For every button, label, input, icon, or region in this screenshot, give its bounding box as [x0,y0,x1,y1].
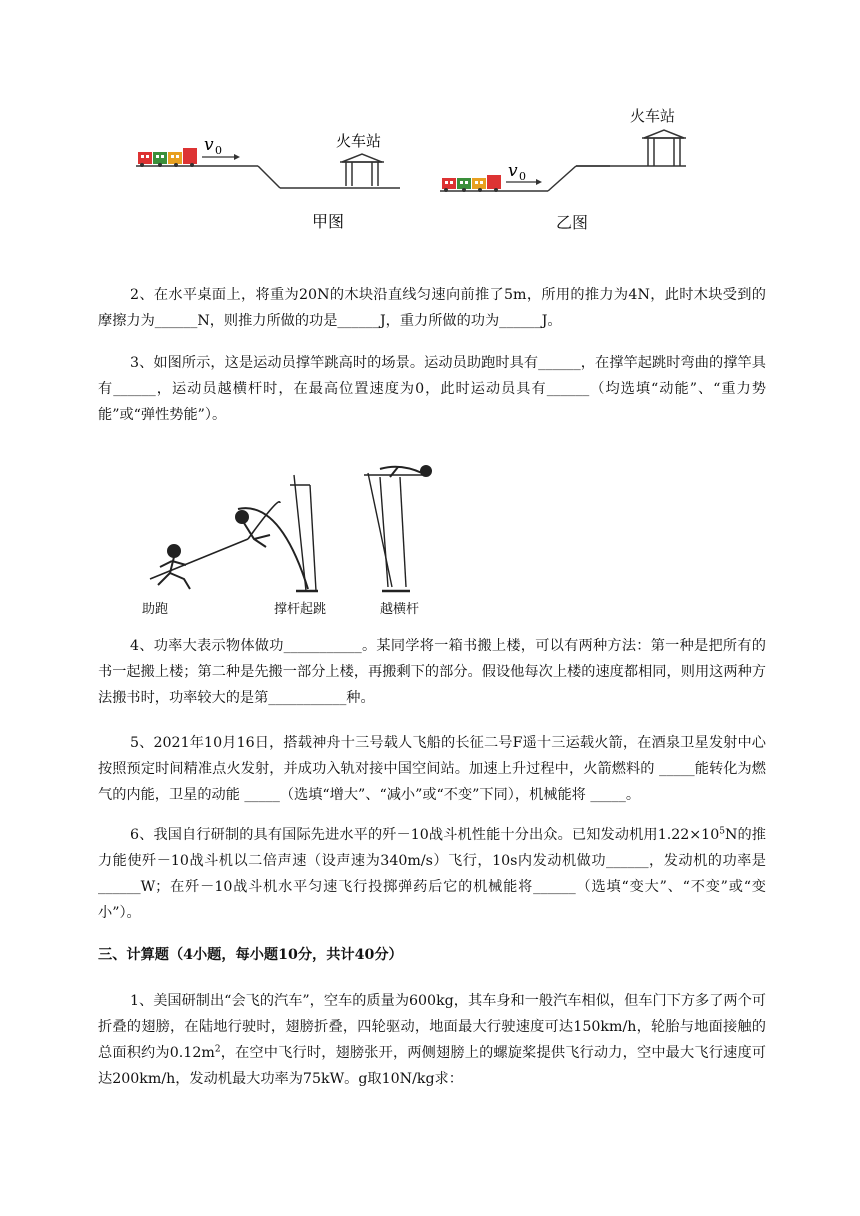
question-5: 5、2021年10月16日，搭载神舟十三号载人飞船的长征二号F遥十三运载火箭，在酒泉卫星发射中心按照预定时间精准点火发射，并成功入轨对接中国空间站。加速上升过程中，火箭燃料的 _____能转化为燃气的内能，卫星的动能 _____（选填“增大”、“减小”或“不变”下同），机械能将 _____。 [98,735,766,803]
c1-text-b: ，在空中飞行时，翅膀张开，两侧翅膀上的螺旋桨提供飞行动力，空中最大飞行速度可达200km/h，发动机最大功率为75kW。g取10N/kg求： [98,1045,766,1087]
diagram-jia [136,132,400,231]
train-icon-left [138,148,197,167]
station-label-right-html: 火车站 [630,107,676,125]
vaulter-bar-icon [364,466,431,591]
pole-vault-figure [130,455,460,615]
q6-text-a: 6、我国自行研制的具有国际先进水平的歼－10战斗机性能十分出众。已知发动机用1.22×10 [130,827,720,843]
caption-yi: 乙图 [556,213,589,232]
track-right-extension [576,164,686,168]
v0-label-left: v [204,135,214,155]
calc-question-1 [98,988,766,1092]
v0-sub-right: 0 [519,170,526,183]
vaulter-takeoff-icon [236,475,318,591]
station-icon-left [340,154,384,186]
c1-exponent: 2 [214,1044,221,1055]
train-icon-right [442,175,501,192]
caption-jia: 甲图 [312,212,345,231]
caption-over-bar: 越横杆 [380,602,420,617]
v0-sub-left: 0 [215,144,222,157]
question-4: 4、功率大表示物体做功___________。某同学将一箱书搬上楼，可以有两种方法：第一种是把所有的书一起搬上楼；第二种是先搬一部分上楼，再搬剩下的部分。假设他每次上楼的速度都相同，则用这两种方法搬书时，功率较大的是第___________种。 [98,638,766,706]
caption-run: 助跑 [142,602,169,617]
question-3: 3、如图所示，这是运动员撑竿跳高时的场景。运动员助跑时具有______，在撑竿起跳时弯曲的撑竿具有______，运动员越横杆时，在最高位置速度为0，此时运动员具有______（均选填“动能”、“重力势能”或“弹性势能”）。 [98,355,766,423]
runner-icon [150,539,248,589]
q6-exponent: 5 [719,826,725,837]
caption-takeoff: 撑杆起跳 [274,602,327,617]
v0-label-right: v [508,161,518,181]
diagram-yi [440,110,610,192]
train-track-figure [130,100,610,240]
c1-text-a: 1、美国研制出“会飞的汽车”，空车的质量为600kg，其车身和一般汽车相似，但车门下方多了两个可折叠的翅膀，在陆地行驶时，翅膀折叠，四轮驱动，地面最大行驶速度可达150km/h，轮胎与地面接触的总面积约为0.12m [98,993,766,1061]
question-6 [98,822,766,926]
question-2: 2、在水平桌面上，将重为20N的木块沿直线匀速向前推了5m，所用的推力为4N，此时木块受到的摩擦力为______N，则推力所做的功是______J，重力所做的功为______J。 [98,287,766,329]
q6-text-b: N的推力能使歼－10战斗机以二倍声速（设声速为340m/s）飞行，10s内发动机做功______，发动机的功率是______W；在歼－10战斗机水平匀速飞行投掷弹药后它的机械能将______（选填“变大”、“不变”或“变小”）。 [98,827,766,921]
station-label-left: 火车站 [336,132,382,150]
section-3-heading: 三、计算题（4小题，每小题10分，共计40分） [98,947,403,963]
